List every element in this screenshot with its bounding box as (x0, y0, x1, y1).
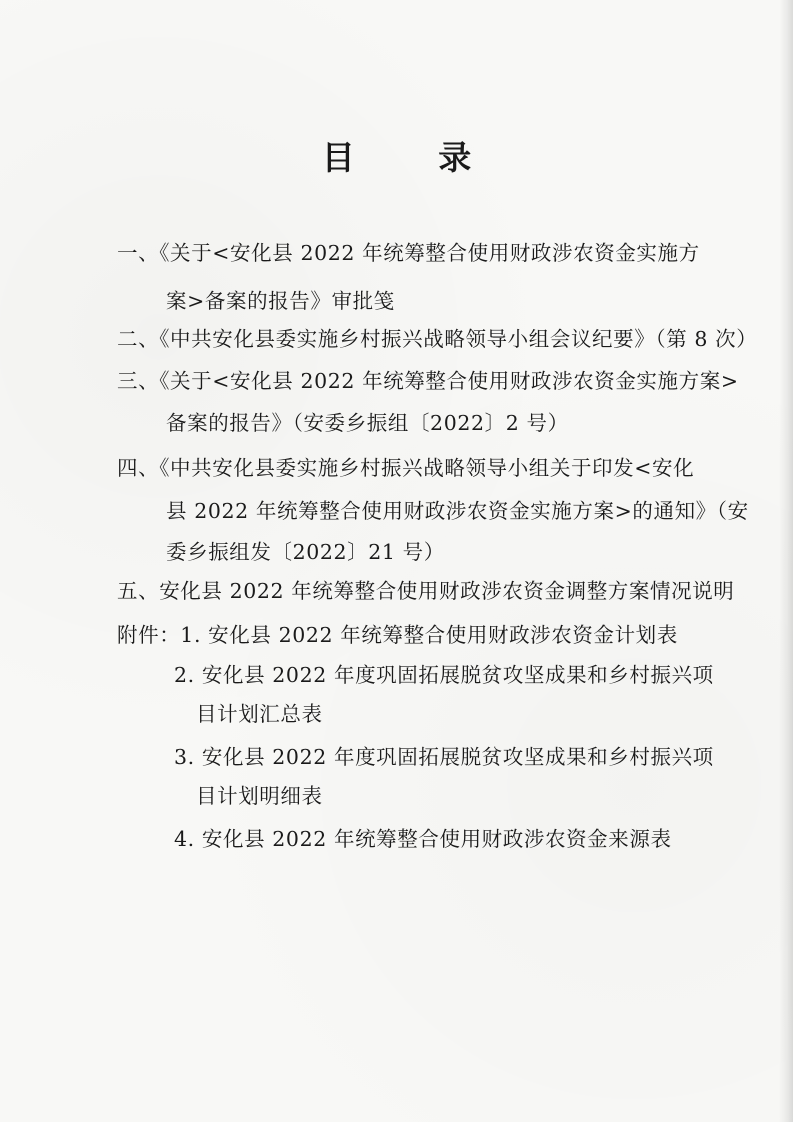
toc-item-1-continued: 案>备案的报告》审批笺 (166, 289, 395, 313)
toc-item-3-continued: 备案的报告》（安委乡振组〔2022〕2 号） (166, 411, 569, 435)
attachment-4: 4. 安化县 2022 年统筹整合使用财政涉农资金来源表 (174, 827, 672, 851)
attachment-3-continued: 目计划明细表 (196, 784, 323, 808)
toc-item-2: 二、《中共安化县委实施乡村振兴战略领导小组会议纪要》（第 8 次） (117, 327, 758, 351)
attachment-1: 附件：1. 安化县 2022 年统筹整合使用财政涉农资金计划表 (117, 623, 678, 647)
attachment-3: 3. 安化县 2022 年度巩固拓展脱贫攻坚成果和乡村振兴项 (174, 745, 714, 769)
toc-item-3: 三、《关于<安化县 2022 年统筹整合使用财政涉农资金实施方案> (117, 369, 739, 393)
toc-item-4-continued-2: 委乡振组发〔2022〕21 号） (166, 540, 445, 564)
toc-item-4-continued: 县 2022 年统筹整合使用财政涉农资金实施方案>的通知》（安 (166, 499, 749, 523)
attachment-2-continued: 目计划汇总表 (196, 702, 323, 726)
toc-item-4: 四、《中共安化县委实施乡村振兴战略领导小组关于印发<安化 (117, 456, 695, 480)
toc-item-5: 五、安化县 2022 年统筹整合使用财政涉农资金调整方案情况说明 (117, 579, 735, 603)
toc-item-1: 一、《关于<安化县 2022 年统筹整合使用财政涉农资金实施方 (117, 241, 700, 265)
page-title: 目 录 (321, 138, 508, 177)
attachment-2: 2. 安化县 2022 年度巩固拓展脱贫攻坚成果和乡村振兴项 (174, 663, 714, 687)
